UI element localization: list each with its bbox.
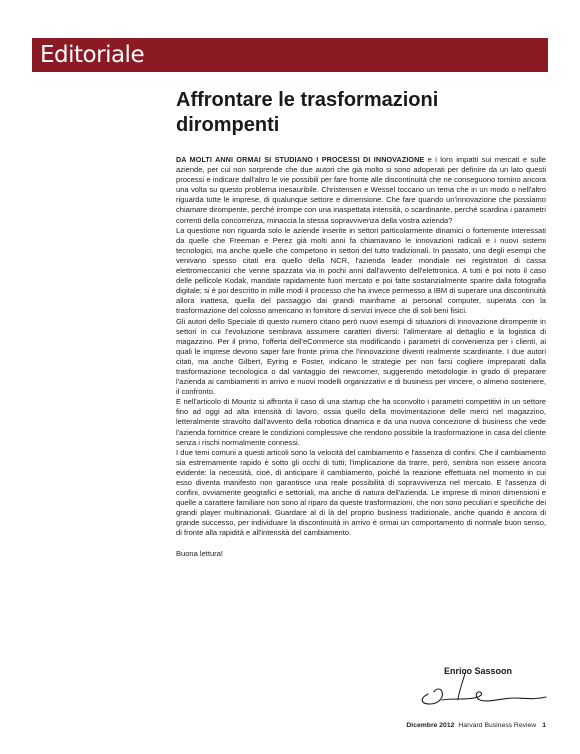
- paragraph-3: Gli autori dello Speciale di questo numero citano però nuovi esempi di situazioni di innovazione dirompente in settori in cui l'evoluzione sembrava assumere caratteri diversi: l'alimentare al dettaglio e la logistica di magazzino. Per il primo, l'offerta dell'eCommerce sta modificando i parametri di convenienza per i clienti, ai quali le imprese devono saper fare fronte prima che l'innovazione diventi realmente scardinante. I due autori citati, ma anche Gilbert, Eyring e Foster, indicano le strategie per non farsi cogliere impreparati dalla trasformazione tecnologica o dal vantaggio dei newcomer, suggerendo metodologie in grado di preparare l'azienda ai cambiamenti in arrivo e nuovi modelli organizzativi e di business per vincere, o almeno sostenere, il confronto.: [176, 316, 546, 397]
- paragraph-2: La questione non riguarda solo le aziende inserite in settori particolarmente dinamici o fortemente interessati da quelle che Freeman e Perez già molti anni fa chiamavano le innovazioni radicali e i nuovi sistemi tecnologici, ma anche quelle che competono in settori del tutto tradizionali. In passato, uno degli esempi che venivano spesso citati era quello della NCR, l'azienda leader mondiale nei registratori di cassa elettromeccanici che venne spazzata via in pochi anni dall'avvento dell'elettronica. A tutti è poi noto il caso delle pellicole Kodak, mandate rapidamente fuori mercato e poi fatte sostanzialmente sparire dalla fotografia digitale; si è poi descritto in mille modi il processo che ha invece permesso a IBM di superare una discontinuità allora inattesa, quella del passaggio dai grandi mainframe ai personal computer, superata con la trasformazione del colosso americano in fornitore di servizi invece che di soli beni fisici.: [176, 225, 546, 316]
- article-title: Affrontare le trasformazioni dirompenti: [176, 89, 439, 136]
- page-footer: [406, 722, 546, 729]
- paragraph-4: E nell'articolo di Mountz si affronta il caso di una startup che ha sconvolto i parametri competitivi in un settore fino ad oggi ad alta intensità di lavoro, ossia quello della movimentazione delle merci nel magazzino, letteralmente stravolto dall'avvento della robotica dinamica e da una nuova concezione di business che vede l'azienda fornitrice creare le condizioni complessive che rendono possibile la trasformazione in casa del cliente senza i rischi normalmente connessi.: [176, 397, 546, 447]
- footer-publication: Harvard Business Review: [458, 722, 537, 729]
- section-title: Editoriale: [40, 42, 145, 68]
- author-name: Enrico Sassoon: [444, 666, 513, 676]
- footer-date: Dicembre 2012: [406, 722, 455, 729]
- paragraph-1: [176, 155, 546, 226]
- lead-in: DA MOLTI ANNI ORMAI SI STUDIANO I PROCESSI DI INNOVAZIONE: [176, 155, 425, 164]
- paragraph-1-text: e i loro impatti sui mercati e sulle aziende, per cui non sorprende che due autori che già molto si sono adoperati per definire da un lato questi processi e indicare dall'altro le vie possibili per fare fronte alle discontinuità che ne conseguono tornino ancora una volta su questo problema inesauribile. Christensen e Wessel toccano un tema che in un modo o nell'altro riguarda tutte le imprese, di qualunque settore e dimensione. Che fare quando un'innovazione che possiamo chiamare dirompente, perché irrompe con una inaspettata intensità, o scardinante, perché scardina i parametri correnti della concorrenza, minaccia la stessa sopravvivenza della vostra azienda?: [176, 155, 546, 225]
- closing-line: Buona lettura!: [176, 548, 223, 558]
- article-body: [176, 155, 546, 559]
- page-number: 1: [542, 722, 546, 729]
- paragraph-5: I due temi comuni a questi articoli sono la velocità del cambiamento e l'assenza di confini. Che il cambiamento sia estremamente rapido è sotto gli occhi di tutti; l'implicazione da trarre, però, sembra non essere ancora evidente: la necessità, cioè, di anticipare il cambiamento, poiché la reazione effettuata nel momento in cui esso diventa manifesto non garantisce una reale possibilità di sopravvivenza nel mercato. E l'assenza di confini, ovviamente geografici e settoriali, ma anche di natura dell'azienda. Le imprese di minori dimensioni e quelle a carattere familiare non sono al riparo da queste trasformazioni, che non sono peculiari e specifiche dei grandi player multinazionali. Guardare al di là del proprio business tradizionale, anche quando è ancora di grande successo, per individuare la discontinuità in arrivo è ormai un comportamento di normale buon senso, di fronte alla rapidità e all'intensità del cambiamento.: [176, 447, 547, 538]
- signature-icon: [414, 664, 554, 712]
- section-banner: [32, 38, 548, 72]
